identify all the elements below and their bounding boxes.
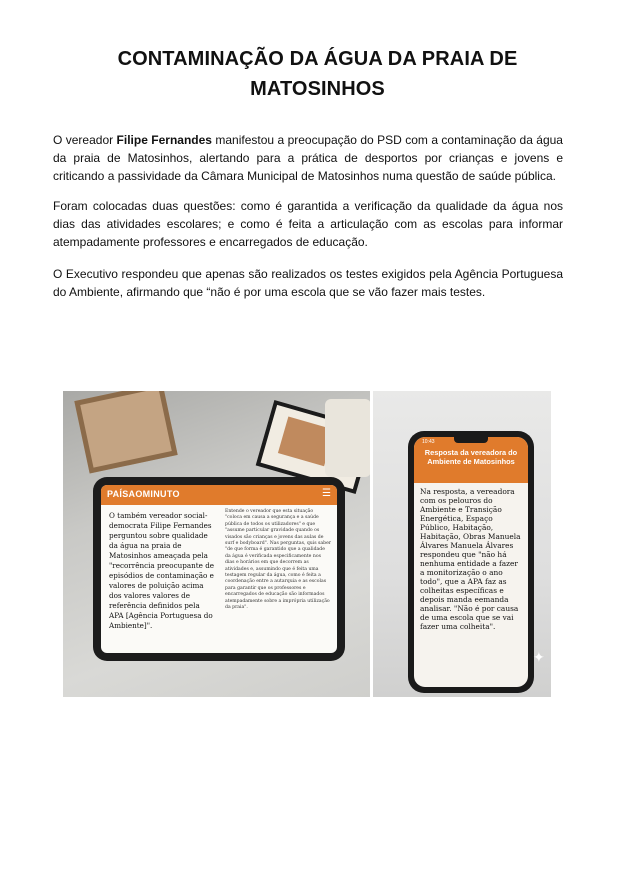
phone-screen [414,437,528,687]
photo-left-panel [63,391,371,697]
tablet-header-bar [101,485,337,505]
tablet-screen [101,485,337,653]
tablet-device [93,477,345,661]
decor-vase [325,399,371,477]
phone-article-text: Na resposta, a vereadora com os pelouros do Ambiente e Transição Energética, Espaço Público, Habitação, Habitação, Obras Manuela Álvares Manuela Álvares respondeu que "não há nenhuma entidade a fazer a monitorização o ano todo", que a APA faz as colheitas específicas e depois manda eemanda analisar. "Não é por causa de uma escola que se vai fazer uma colheita". [420,487,521,631]
sparkle-icon: ✦ [533,649,545,665]
tablet-article-column-1: O também vereador social-democrata Filipe Fernandes perguntou sobre qualidade da água na praia de Matosinhos ameaçada pela "recorrência preocupante de episódios de contaminação e valores de poluição acima dos valores valores de referência definidos pela APA [Agência Portuguesa do Ambiente]". [109,511,215,630]
phone-notch [454,437,488,443]
tablet-article-column-2: Entende o vereador que esta situação "coloca em causa a segurança e a saúde pública de todos os utilizadores" e que "assume particular gravidade quando os visados são crianças e jovens das aulas de surf e bodyboard". Nas perguntas, quis saber "de que forma é garantido que a qualidade da água é verificada especificamente nos dias e horários em que decorrem as atividades e, assumindo que é feita uma testagem regular da água, como é feita a coordenação entre a autarquia e as escolas para garantir que os professores e encarregados de educação são informados atempadamente sobre a imprópria utilização da praia". [225,509,331,611]
news-photo [63,391,551,697]
paragraph-3: O Executivo respondeu que apenas são realizados os testes exigidos pela Agência Portuguesa do Ambiente, afirmando que “não é por uma escola que se vão fazer mais testes. [53,267,563,299]
news-site-logo: PAÍSAOMINUTO [107,489,180,499]
paragraph-2: Foram colocadas duas questões: como é garantida a verificação da qualidade da água nos dias das atividades escolares; e como é feita a articulação com as escolas para informar atempadamente professores e encarregados de educação. [53,199,563,249]
page-title: CONTAMINAÇÃO DA ÁGUA DA PRAIA DE MATOSINHOS [117,48,518,100]
phone-header [414,437,528,483]
phone-clock: 10:43 [422,439,435,445]
paragraph-1 [53,131,563,185]
paragraph-1-intro: O vereador [53,133,117,147]
phone-heading: Resposta da vereadora do Ambiente de Matosinhos [424,448,518,467]
hamburger-icon: ☰ [322,488,331,499]
decor-picture-frame [74,391,177,474]
phone-device [408,431,534,693]
paragraph-1-body: manifestou a preocupação do PSD com a contaminação da água da praia de Matosinhos, alertando para a prática de desportos por crianças e jovens e criticando a passividade da Câmara Municipal de Matosinhos numa questão de saúde pública. [53,133,563,183]
councillor-name: Filipe Fernandes [116,133,212,147]
